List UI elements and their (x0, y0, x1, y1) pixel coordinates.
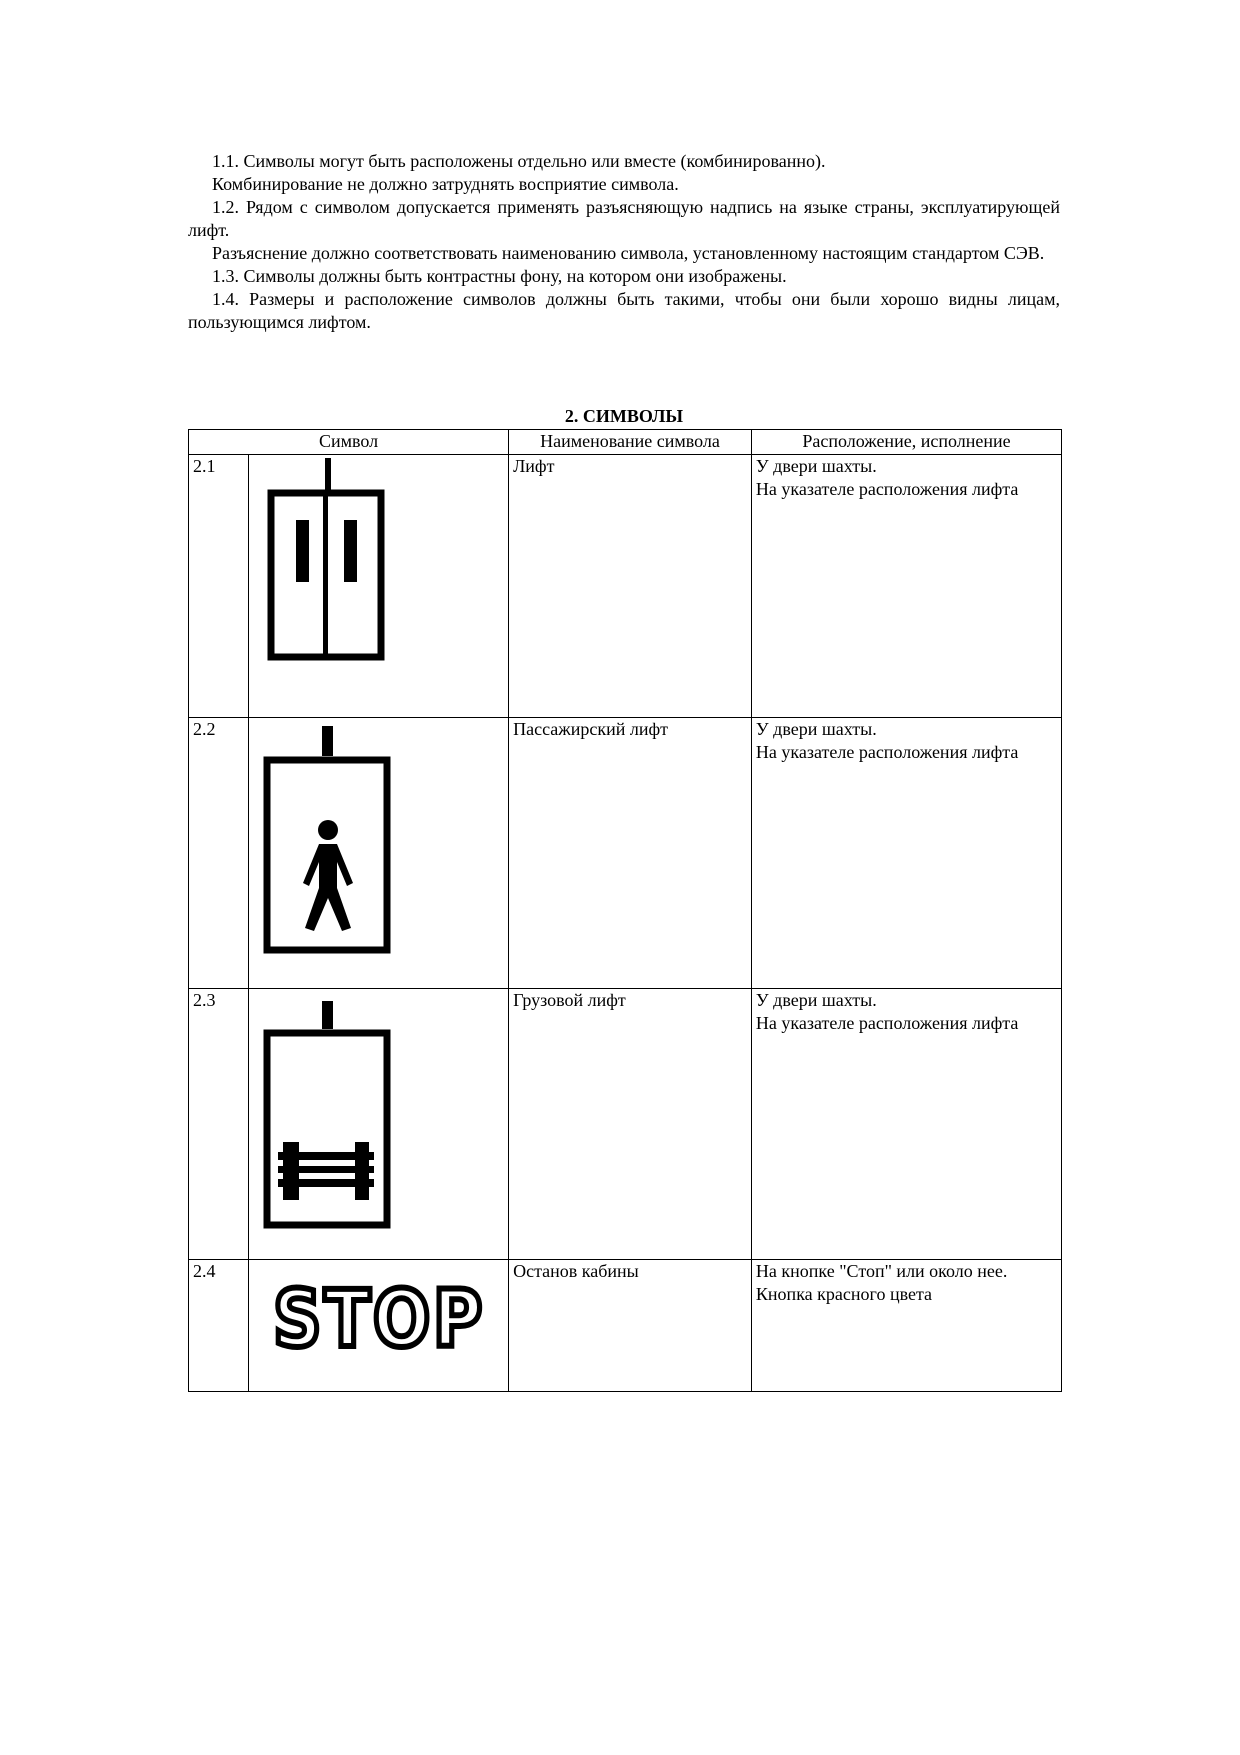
table-row (189, 455, 1062, 718)
table-row (189, 1260, 1062, 1392)
stop-icon (249, 1260, 507, 1391)
symbol-name: Пассажирский лифт (509, 718, 752, 989)
freight-lift-icon (249, 989, 507, 1259)
location-line: На указателе расположения лифта (755, 1013, 1019, 1033)
header-symbol: Символ (189, 430, 509, 455)
symbol-cell (249, 989, 509, 1260)
row-number: 2.1 (189, 455, 249, 718)
paragraph-1-1-cont: Комбинирование не должно затруднять восприятие символа. (212, 174, 679, 194)
paragraph-1-4: 1.4. Размеры и расположение символов должны быть такими, чтобы они были хорошо видны лицам, пользующимся лифтом. (188, 289, 1060, 332)
document-page (188, 150, 1060, 1365)
symbol-name: Останов кабины (509, 1260, 752, 1392)
table-header-row (189, 430, 1062, 455)
location-line: У двери шахты. (755, 719, 877, 739)
symbol-cell (249, 455, 509, 718)
passenger-lift-icon (249, 718, 507, 988)
location-line: На указателе расположения лифта (755, 742, 1019, 762)
location-line: На указателе расположения лифта (755, 479, 1019, 499)
stop-icon-text: STOP (273, 1275, 486, 1365)
paragraph-1-1: 1.1. Символы могут быть расположены отдельно или вместе (комбинированно). (212, 151, 826, 171)
symbol-cell (249, 718, 509, 989)
symbol-name: Лифт (509, 455, 752, 718)
table-row (189, 718, 1062, 989)
location-line: У двери шахты. (755, 456, 877, 476)
lift-doors-icon (249, 455, 507, 717)
header-name: Наименование символа (509, 430, 752, 455)
location-line: На кнопке "Стоп" или около нее. (755, 1261, 1008, 1281)
section-title: 2. СИМВОЛЫ (564, 406, 684, 426)
symbol-location (751, 989, 1061, 1260)
symbol-name: Грузовой лифт (509, 989, 752, 1260)
symbol-location (751, 455, 1061, 718)
symbols-table (188, 429, 1062, 1392)
location-line: Кнопка красного цвета (755, 1284, 933, 1304)
header-location: Расположение, исполнение (751, 430, 1061, 455)
row-number: 2.4 (189, 1260, 249, 1392)
location-line: У двери шахты. (755, 990, 877, 1010)
symbol-location (751, 1260, 1061, 1392)
table-row (189, 989, 1062, 1260)
row-number: 2.3 (189, 989, 249, 1260)
paragraph-1-2-cont: Разъяснение должно соответствовать наименованию символа, установленному настоящим стандартом СЭВ. (212, 243, 1045, 263)
symbol-location (751, 718, 1061, 989)
paragraph-1-2: 1.2. Рядом с символом допускается применять разъясняющую надпись на языке страны, эксплуатирующей лифт. (188, 197, 1060, 240)
row-number: 2.2 (189, 718, 249, 989)
paragraph-1-3: 1.3. Символы должны быть контрастны фону, на котором они изображены. (212, 266, 787, 286)
symbol-cell (249, 1260, 509, 1392)
